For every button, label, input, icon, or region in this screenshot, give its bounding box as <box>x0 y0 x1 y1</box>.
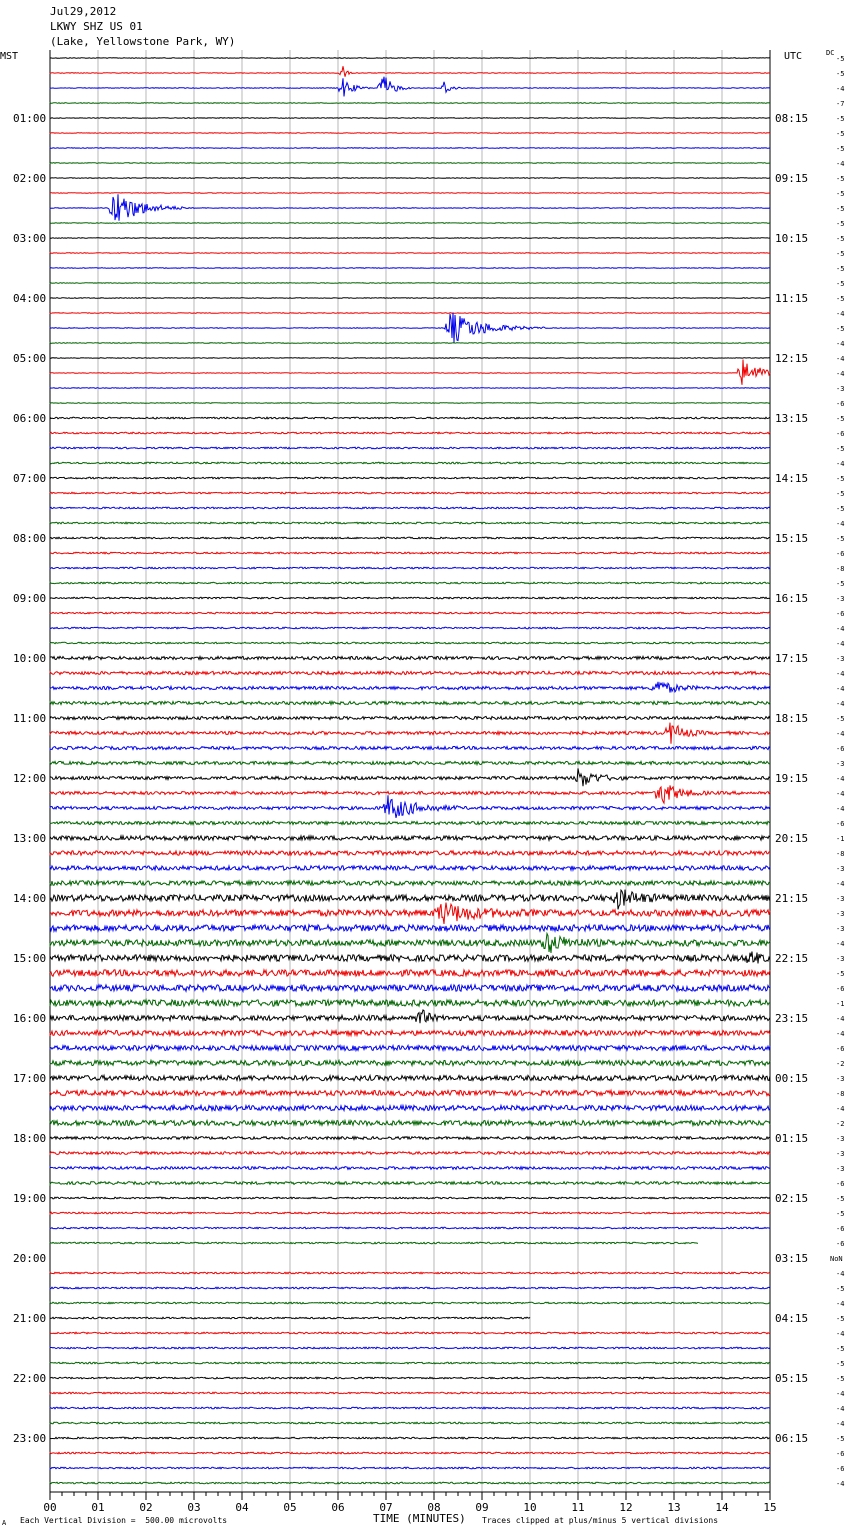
trace-row-21 <box>50 360 770 385</box>
dc-value-37: -6 <box>836 610 845 618</box>
dc-value-67: -2 <box>836 1060 845 1068</box>
dc-value-73: -3 <box>836 1150 845 1158</box>
dc-value-70: -4 <box>836 1105 845 1113</box>
trace-row-76 <box>50 1197 770 1199</box>
right-hour-label: 11:15 <box>775 292 809 305</box>
dc-value-17: -4 <box>836 310 845 318</box>
right-hour-label: 02:15 <box>775 1192 809 1205</box>
trace-row-22 <box>50 388 770 389</box>
left-hour-label: 23:00 <box>13 1432 47 1445</box>
left-hour-label: 12:00 <box>13 772 47 785</box>
right-hour-label: 08:15 <box>775 112 809 125</box>
trace-row-89 <box>50 1392 770 1394</box>
dc-value-54: -3 <box>836 865 845 873</box>
trace-row-18 <box>50 313 770 343</box>
trace-row-64 <box>50 1010 770 1023</box>
trace-row-15 <box>50 283 770 284</box>
right-hour-label: 21:15 <box>775 892 809 905</box>
dc-value-69: -8 <box>836 1090 845 1098</box>
dc-value-62: -6 <box>836 985 845 993</box>
dc-value-48: -4 <box>836 775 845 783</box>
x-tick-label: 12 <box>619 1501 633 1514</box>
dc-value-52: -1 <box>836 835 845 843</box>
trace-row-72 <box>50 1137 770 1140</box>
trace-row-1 <box>50 66 770 77</box>
dc-value-45: -4 <box>836 730 845 738</box>
dc-value-21: -4 <box>836 370 845 378</box>
dc-value-38: -4 <box>836 625 845 633</box>
trace-row-77 <box>50 1212 770 1214</box>
trace-row-41 <box>50 671 770 674</box>
trace-row-49 <box>50 785 770 803</box>
dc-value-23: -6 <box>836 400 845 408</box>
trace-row-79 <box>50 1242 698 1244</box>
dc-value-53: -8 <box>836 850 845 858</box>
trace-row-46 <box>50 746 770 749</box>
trace-row-62 <box>50 985 770 991</box>
trace-row-71 <box>50 1120 770 1125</box>
right-hour-label: 13:15 <box>775 412 809 425</box>
x-tick-label: 00 <box>43 1501 57 1514</box>
trace-row-19 <box>50 343 770 344</box>
x-tick-label: 11 <box>571 1501 585 1514</box>
dc-value-33: -6 <box>836 550 845 558</box>
left-hour-label: 13:00 <box>13 832 47 845</box>
trace-row-75 <box>50 1182 770 1185</box>
trace-row-6 <box>50 148 770 149</box>
corner-mark: A <box>2 1519 7 1527</box>
dc-value-61: -5 <box>836 970 845 978</box>
right-hour-label: 15:15 <box>775 532 809 545</box>
dc-value-83: -4 <box>836 1300 845 1308</box>
trace-row-13 <box>50 253 770 254</box>
trace-row-27 <box>50 462 770 464</box>
dc-value-12: -5 <box>836 235 845 243</box>
dc-value-72: -3 <box>836 1135 845 1143</box>
left-hour-label: 19:00 <box>13 1192 47 1205</box>
dc-value-43: -4 <box>836 700 845 708</box>
trace-row-42 <box>50 682 770 693</box>
dc-value-31: -4 <box>836 520 845 528</box>
trace-row-33 <box>50 552 770 554</box>
trace-row-52 <box>50 836 770 840</box>
right-hour-label: 12:15 <box>775 352 809 365</box>
trace-row-57 <box>50 903 770 924</box>
right-hour-label: 03:15 <box>775 1252 809 1265</box>
dc-value-95: -4 <box>836 1480 845 1488</box>
dc-value-14: -5 <box>836 265 845 273</box>
right-hour-label: 14:15 <box>775 472 809 485</box>
x-tick-label: 01 <box>91 1501 105 1514</box>
dc-value-34: -8 <box>836 565 845 573</box>
right-hour-label: 05:15 <box>775 1372 809 1385</box>
dc-value-51: -6 <box>836 820 845 828</box>
trace-row-66 <box>50 1045 770 1050</box>
trace-row-56 <box>50 890 770 910</box>
dc-value-49: -4 <box>836 790 845 798</box>
dc-value-59: -4 <box>836 940 845 948</box>
dc-value-84: -5 <box>836 1315 845 1323</box>
dc-value-4: -5 <box>836 115 845 123</box>
trace-row-36 <box>50 597 770 599</box>
trace-row-26 <box>50 447 770 449</box>
dc-value-47: -3 <box>836 760 845 768</box>
dc-value-57: -3 <box>836 910 845 918</box>
trace-row-92 <box>50 1437 770 1439</box>
trace-row-20 <box>50 358 770 359</box>
trace-row-86 <box>50 1347 770 1349</box>
dc-value-93: -6 <box>836 1450 845 1458</box>
dc-value-60: -3 <box>836 955 845 963</box>
left-hour-label: 15:00 <box>13 952 47 965</box>
x-tick-label: 02 <box>139 1501 153 1514</box>
dc-value-13: -5 <box>836 250 845 258</box>
dc-value-29: -5 <box>836 490 845 498</box>
right-hour-label: 23:15 <box>775 1012 809 1025</box>
right-hour-label: 00:15 <box>775 1072 809 1085</box>
dc-value-50: -4 <box>836 805 845 813</box>
trace-row-12 <box>50 238 770 239</box>
dc-value-68: -3 <box>836 1075 845 1083</box>
trace-row-25 <box>50 432 770 434</box>
left-timezone-label: MST <box>0 51 19 62</box>
dc-value-2: -4 <box>836 85 845 93</box>
left-hour-label: 21:00 <box>13 1312 47 1325</box>
trace-row-93 <box>50 1452 770 1454</box>
right-hour-label: 22:15 <box>775 952 809 965</box>
dc-value-66: -6 <box>836 1045 845 1053</box>
trace-row-53 <box>50 851 770 855</box>
dc-value-0: -5 <box>836 55 845 63</box>
trace-row-51 <box>50 821 770 824</box>
left-hour-label: 09:00 <box>13 592 47 605</box>
dc-value-65: -4 <box>836 1030 845 1038</box>
clip-note: Traces clipped at plus/minus 5 vertical divisions <box>482 1516 719 1525</box>
dc-value-71: -2 <box>836 1120 845 1128</box>
trace-row-7 <box>50 163 770 164</box>
trace-row-85 <box>50 1332 770 1334</box>
trace-row-87 <box>50 1362 770 1364</box>
station-label: LKWY SHZ US 01 <box>50 20 143 33</box>
trace-row-91 <box>50 1422 770 1424</box>
dc-value-5: -5 <box>836 130 845 138</box>
dc-value-55: -4 <box>836 880 845 888</box>
dc-value-16: -5 <box>836 295 845 303</box>
trace-row-23 <box>50 403 770 404</box>
left-hour-label: 10:00 <box>13 652 47 665</box>
trace-row-39 <box>50 642 770 644</box>
dc-value-40: -3 <box>836 655 845 663</box>
trace-row-65 <box>50 1030 770 1035</box>
trace-row-35 <box>50 582 770 584</box>
trace-row-63 <box>50 1000 770 1006</box>
trace-row-10 <box>50 194 770 220</box>
dc-value-64: -4 <box>836 1015 845 1023</box>
dc-value-3: -7 <box>836 100 845 108</box>
dc-value-46: -6 <box>836 745 845 753</box>
right-hour-label: 10:15 <box>775 232 809 245</box>
left-hour-label: 16:00 <box>13 1012 47 1025</box>
dc-value-9: -5 <box>836 190 845 198</box>
dc-value-1: -5 <box>836 70 845 78</box>
dc-value-92: -5 <box>836 1435 845 1443</box>
right-hour-label: 16:15 <box>775 592 809 605</box>
left-hour-label: 08:00 <box>13 532 47 545</box>
dc-value-44: -5 <box>836 715 845 723</box>
dc-value-26: -5 <box>836 445 845 453</box>
trace-row-47 <box>50 761 770 764</box>
trace-row-81 <box>50 1272 770 1274</box>
trace-row-48 <box>50 768 770 786</box>
trace-row-14 <box>50 268 770 269</box>
trace-row-68 <box>50 1075 770 1080</box>
left-hour-label: 17:00 <box>13 1072 47 1085</box>
trace-row-2 <box>50 77 770 97</box>
trace-row-60 <box>50 952 770 964</box>
dc-value-8: -5 <box>836 175 845 183</box>
x-tick-label: 05 <box>283 1501 297 1514</box>
dc-value-20: -4 <box>836 355 845 363</box>
dc-value-90: -4 <box>836 1405 845 1413</box>
right-hour-label: 19:15 <box>775 772 809 785</box>
trace-row-54 <box>50 866 770 870</box>
trace-row-29 <box>50 492 770 494</box>
trace-row-30 <box>50 507 770 509</box>
trace-row-28 <box>50 477 770 479</box>
dc-value-32: -5 <box>836 535 845 543</box>
dc-value-6: -5 <box>836 145 845 153</box>
trace-row-5 <box>50 133 770 134</box>
dc-value-82: -5 <box>836 1285 845 1293</box>
location-label: (Lake, Yellowstone Park, WY) <box>50 35 236 48</box>
x-tick-label: 08 <box>427 1501 441 1514</box>
scale-note: Each Vertical Division = 500.00 microvolts <box>20 1516 228 1525</box>
left-hour-label: 02:00 <box>13 172 47 185</box>
dc-label: DC <box>826 49 835 57</box>
trace-row-0 <box>50 58 770 59</box>
left-hour-label: 20:00 <box>13 1252 47 1265</box>
x-tick-label: 09 <box>475 1501 489 1514</box>
left-hour-label: 06:00 <box>13 412 47 425</box>
left-hour-label: 11:00 <box>13 712 47 725</box>
trace-row-9 <box>50 193 770 194</box>
right-hour-label: 09:15 <box>775 172 809 185</box>
trace-row-16 <box>50 298 770 299</box>
dc-value-80: NoN <box>830 1255 843 1263</box>
dc-value-15: -5 <box>836 280 845 288</box>
dc-value-81: -4 <box>836 1270 845 1278</box>
left-hour-label: 07:00 <box>13 472 47 485</box>
trace-row-73 <box>50 1152 770 1155</box>
trace-row-95 <box>50 1482 770 1484</box>
dc-value-58: -3 <box>836 925 845 933</box>
trace-row-32 <box>50 537 770 539</box>
dc-value-39: -4 <box>836 640 845 648</box>
left-hour-label: 03:00 <box>13 232 47 245</box>
x-tick-label: 04 <box>235 1501 249 1514</box>
dc-value-56: -3 <box>836 895 845 903</box>
dc-value-75: -6 <box>836 1180 845 1188</box>
trace-row-90 <box>50 1407 770 1409</box>
dc-value-74: -3 <box>836 1165 845 1173</box>
x-tick-label: 10 <box>523 1501 537 1514</box>
right-hour-label: 20:15 <box>775 832 809 845</box>
dc-value-85: -4 <box>836 1330 845 1338</box>
dc-value-77: -5 <box>836 1210 845 1218</box>
dc-value-11: -5 <box>836 220 845 228</box>
left-hour-label: 22:00 <box>13 1372 47 1385</box>
trace-row-94 <box>50 1467 770 1469</box>
dc-value-36: -3 <box>836 595 845 603</box>
dc-value-41: -4 <box>836 670 845 678</box>
dc-value-78: -6 <box>836 1225 845 1233</box>
trace-row-58 <box>50 925 770 931</box>
dc-value-87: -5 <box>836 1360 845 1368</box>
right-hour-label: 06:15 <box>775 1432 809 1445</box>
dc-value-88: -5 <box>836 1375 845 1383</box>
trace-row-55 <box>50 881 770 885</box>
dc-value-86: -5 <box>836 1345 845 1353</box>
dc-value-10: -5 <box>836 205 845 213</box>
x-tick-label: 03 <box>187 1501 201 1514</box>
trace-row-11 <box>50 223 770 224</box>
dc-value-25: -6 <box>836 430 845 438</box>
left-hour-label: 04:00 <box>13 292 47 305</box>
dc-value-89: -4 <box>836 1390 845 1398</box>
trace-row-17 <box>50 313 770 314</box>
dc-value-79: -6 <box>836 1240 845 1248</box>
x-tick-label: 06 <box>331 1501 345 1514</box>
trace-row-59 <box>50 934 770 953</box>
date-label: Jul29,2012 <box>50 5 117 18</box>
x-tick-label: 15 <box>763 1501 777 1514</box>
trace-row-44 <box>50 716 770 719</box>
dc-value-27: -4 <box>836 460 845 468</box>
left-hour-label: 05:00 <box>13 352 47 365</box>
dc-value-42: -4 <box>836 685 845 693</box>
dc-value-28: -5 <box>836 475 845 483</box>
trace-row-88 <box>50 1377 770 1379</box>
right-hour-label: 04:15 <box>775 1312 809 1325</box>
dc-value-76: -5 <box>836 1195 845 1203</box>
trace-row-67 <box>50 1060 770 1065</box>
trace-row-78 <box>50 1227 770 1229</box>
trace-row-31 <box>50 522 770 524</box>
trace-row-24 <box>50 417 770 419</box>
trace-row-37 <box>50 612 770 614</box>
trace-row-61 <box>50 970 770 976</box>
dc-value-91: -4 <box>836 1420 845 1428</box>
trace-row-3 <box>50 103 770 104</box>
trace-row-8 <box>50 178 770 179</box>
x-tick-label: 07 <box>379 1501 393 1514</box>
right-hour-label: 18:15 <box>775 712 809 725</box>
left-hour-label: 14:00 <box>13 892 47 905</box>
trace-row-45 <box>50 723 770 744</box>
trace-row-38 <box>50 627 770 629</box>
trace-row-4 <box>50 118 770 119</box>
left-hour-label: 18:00 <box>13 1132 47 1145</box>
dc-value-7: -4 <box>836 160 845 168</box>
trace-row-40 <box>50 656 770 659</box>
trace-row-83 <box>50 1302 770 1304</box>
dc-value-30: -5 <box>836 505 845 513</box>
dc-value-35: -5 <box>836 580 845 588</box>
left-hour-label: 01:00 <box>13 112 47 125</box>
dc-value-94: -6 <box>836 1465 845 1473</box>
trace-row-74 <box>50 1167 770 1170</box>
dc-value-63: -1 <box>836 1000 845 1008</box>
right-hour-label: 17:15 <box>775 652 809 665</box>
right-timezone-label: UTC <box>784 51 803 62</box>
trace-row-34 <box>50 567 770 569</box>
x-axis-label: TIME (MINUTES) <box>373 1512 466 1525</box>
x-tick-label: 14 <box>715 1501 729 1514</box>
dc-value-22: -3 <box>836 385 845 393</box>
right-hour-label: 01:15 <box>775 1132 809 1145</box>
dc-value-19: -4 <box>836 340 845 348</box>
trace-row-43 <box>50 701 770 704</box>
x-tick-label: 13 <box>667 1501 681 1514</box>
trace-row-69 <box>50 1090 770 1095</box>
trace-row-82 <box>50 1287 770 1289</box>
dc-value-24: -5 <box>836 415 845 423</box>
trace-row-70 <box>50 1105 770 1110</box>
dc-value-18: -5 <box>836 325 845 333</box>
